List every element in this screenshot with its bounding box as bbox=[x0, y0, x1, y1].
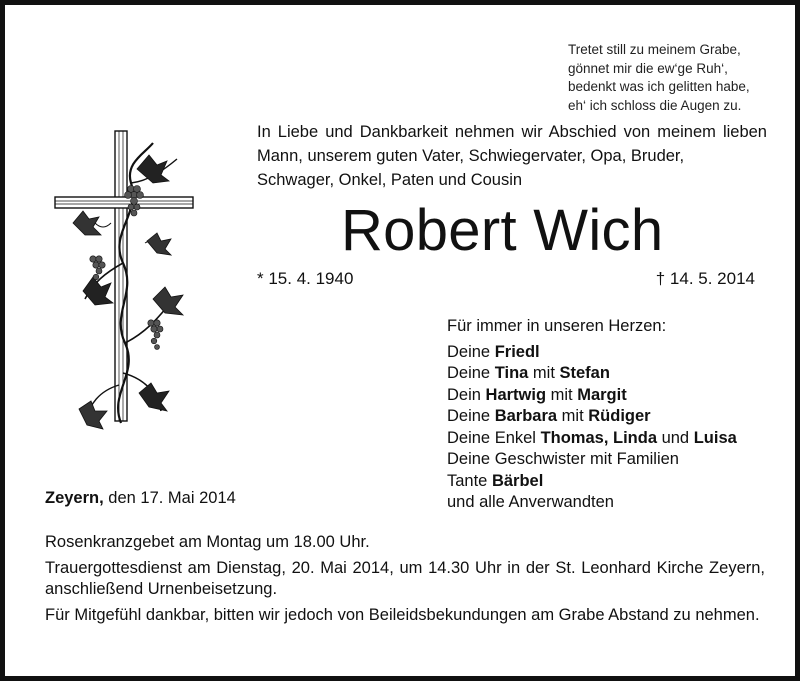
service-notes bbox=[45, 532, 765, 630]
death-date: † 14. 5. 2014 bbox=[655, 269, 755, 288]
poem-line: Tretet still zu meinem Grabe, bbox=[568, 42, 741, 57]
mourner-connector: und bbox=[657, 428, 694, 447]
mourner-line: und alle Anverwandten bbox=[447, 493, 614, 511]
mourner-line bbox=[447, 363, 737, 385]
cross-with-vine-icon bbox=[49, 123, 199, 435]
place-name: Zeyern, bbox=[45, 489, 104, 507]
mourner-line: Deine Geschwister mit Familien bbox=[447, 450, 679, 468]
mourners-list bbox=[447, 316, 737, 514]
mourner-connector: mit bbox=[557, 407, 589, 425]
funeral-note: Trauergottesdienst am Dienstag, 20. Mai 2014, um 14.30 Uhr in der St. Leonhard Kirche Zeyern, anschließend Urnenbeisetzung. bbox=[45, 558, 765, 598]
mourner-prefix: Deine Enkel bbox=[447, 428, 541, 447]
poem-line: bedenkt was ich gelitten habe, bbox=[568, 79, 750, 94]
mourner-name: Luisa bbox=[693, 428, 737, 447]
intro-line: lieben Mann, unserem guten Vater, Schwiegervater, Opa, Bruder, bbox=[257, 123, 767, 165]
mourner-name: Barbara bbox=[494, 407, 558, 425]
mourner-name: Tina bbox=[494, 364, 529, 382]
condolence-note: Für Mitgefühl dankbar, bitten wir jedoch von Beileidsbekundungen am Grabe Abstand zu nehmen. bbox=[45, 605, 760, 624]
rosary-note: Rosenkranzgebet am Montag um 18.00 Uhr. bbox=[45, 533, 370, 551]
poem-line: eh‘ ich schloss die Augen zu. bbox=[568, 97, 742, 113]
mourner-prefix: Deine bbox=[447, 342, 495, 361]
mourner-line bbox=[447, 428, 737, 450]
mourner-prefix: Deine bbox=[447, 364, 495, 382]
mourner-line bbox=[447, 406, 737, 428]
notice-date: den 17. Mai 2014 bbox=[103, 489, 236, 507]
mourner-line bbox=[447, 385, 737, 407]
mourner-name: Bärbel bbox=[491, 471, 544, 490]
mourner-prefix: Dein bbox=[447, 385, 486, 404]
intro-text bbox=[257, 120, 767, 192]
birth-date: * 15. 4. 1940 bbox=[257, 269, 354, 288]
mourners-header: Für immer in unseren Herzen: bbox=[447, 317, 667, 335]
mourner-name: Thomas, Linda bbox=[540, 428, 657, 447]
mourner-name: Stefan bbox=[559, 364, 610, 382]
mourner-name: Hartwig bbox=[485, 385, 547, 404]
poem-line: gönnet mir die ew‘ge Ruh‘, bbox=[568, 60, 728, 76]
mourner-name: Friedl bbox=[494, 342, 540, 361]
intro-line: In Liebe und Dankbarkeit nehmen wir Abschied von meinem bbox=[257, 123, 716, 141]
mourner-connector: mit bbox=[546, 385, 578, 404]
deceased-name: Robert Wich bbox=[341, 198, 664, 263]
mourner-connector: mit bbox=[528, 364, 560, 382]
place-date bbox=[45, 489, 236, 508]
mourner-name: Margit bbox=[577, 385, 627, 404]
mourner-prefix: Deine bbox=[447, 407, 495, 425]
mourner-prefix: Tante bbox=[447, 471, 492, 490]
intro-line: Schwager, Onkel, Paten und Cousin bbox=[257, 171, 523, 189]
poem bbox=[568, 41, 768, 115]
mourner-line bbox=[447, 342, 737, 364]
mourner-line bbox=[447, 471, 737, 493]
mourner-name: Rüdiger bbox=[588, 407, 651, 425]
